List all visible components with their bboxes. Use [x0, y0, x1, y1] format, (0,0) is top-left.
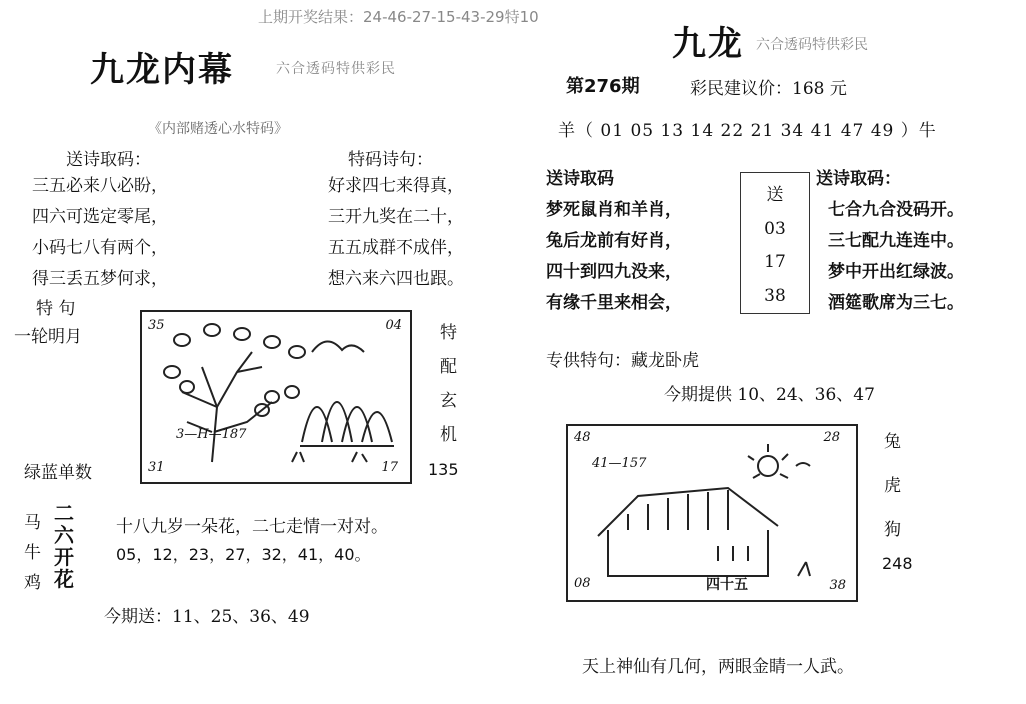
sketch-number: 41—157 — [592, 456, 647, 471]
right-poem2-lines — [828, 195, 964, 319]
flower-char: 六 — [54, 523, 74, 547]
this-issue-send: 今期送：11、25、36、49 — [104, 607, 310, 627]
color-label: 绿蓝单数 — [24, 463, 92, 483]
zodiac-char: 牛 — [24, 543, 41, 563]
tree-and-grass-sketch — [142, 312, 410, 482]
sketch-number: 17 — [381, 460, 398, 475]
poem-line: 好求四七来得真， — [328, 176, 464, 196]
poem-line: 酒筵歌席为三七。 — [828, 293, 964, 313]
zodiac-char: 狗 — [884, 520, 901, 540]
poem-line: 四六可选定零尾， — [32, 207, 168, 227]
right-sketch-box — [566, 424, 858, 602]
sketch-number: 35 — [148, 318, 165, 333]
poem-line: 五五成群不成伴， — [328, 238, 464, 258]
right-poem-lines — [546, 195, 682, 319]
last-result-label: 上期开奖结果：24-46-27-15-43-29特10 — [258, 8, 539, 26]
send-box — [740, 172, 810, 314]
flower-char: 二 — [54, 501, 74, 525]
footer-line: 天上神仙有几何，两眼金睛一人武。 — [582, 657, 854, 677]
left-subtitle: 六合透码特供彩民 — [276, 61, 396, 77]
issue-number: 第276期 — [566, 76, 640, 97]
side-char: 机 — [440, 425, 457, 445]
left-inner-note: 《内部赌透心水特码》 — [148, 121, 288, 137]
left-poem-lines — [32, 171, 168, 295]
special-poem-lines — [328, 171, 464, 295]
side-vertical-label — [440, 316, 457, 452]
number-row: 羊（ 01 05 13 14 22 21 34 41 47 49 ）牛 — [558, 121, 937, 141]
flower-char: 花 — [54, 567, 74, 591]
zodiac-number: 248 — [882, 554, 913, 573]
poem-line: 三五必来八必盼， — [32, 176, 168, 196]
poem-line: 七合九合没码开。 — [828, 200, 964, 220]
sketch-number: 48 — [574, 430, 591, 445]
poem-line: 兔后龙前有好肖， — [546, 231, 682, 251]
zodiac-char: 马 — [24, 513, 41, 533]
flower-line: 十八九岁一朵花，二七走情一对对。 — [116, 517, 388, 537]
poem-line: 三开九奖在二十， — [328, 207, 464, 227]
send-box-number: 03 — [764, 218, 786, 239]
zodiac-char: 兔 — [884, 432, 901, 452]
er-liu-kai-hua — [54, 502, 74, 590]
side-char: 玄 — [440, 391, 457, 411]
poem-line: 有缘千里来相会， — [546, 293, 682, 313]
side-char: 配 — [440, 357, 457, 377]
send-box-label: 送 — [766, 184, 784, 205]
zodiac-char: 鸡 — [24, 573, 41, 593]
special-poem-title: 特码诗句： — [348, 150, 433, 170]
sketch-caption: 四十五 — [706, 577, 748, 593]
poem-line: 四十到四九没来， — [546, 262, 682, 282]
special-phrase: 一轮明月 — [14, 327, 82, 347]
zodiac-column — [24, 508, 41, 598]
send-box-number: 17 — [764, 252, 786, 273]
sketch-number: 28 — [823, 430, 840, 445]
sketch-number: 38 — [829, 578, 846, 593]
left-sketch-box — [140, 310, 412, 484]
poem-line: 得三丢五梦何求， — [32, 269, 168, 289]
provide-line: 今期提供 10、24、36、47 — [664, 385, 875, 405]
special-label: 特 句 — [36, 299, 76, 319]
poem-line: 小码七八有两个， — [32, 238, 168, 258]
zodiac-vertical — [884, 420, 901, 552]
left-poem-title: 送诗取码： — [66, 150, 151, 170]
right-poem-title: 送诗取码 — [546, 169, 614, 189]
poem-line: 梦死鼠肖和羊肖， — [546, 200, 682, 220]
right-subtitle: 六合透码特供彩民 — [756, 37, 868, 53]
flower-numbers: 05，12，23，27，32，41，40。 — [116, 545, 371, 564]
sketch-number: 04 — [385, 318, 402, 333]
poem-line: 梦中开出红绿波。 — [828, 262, 964, 282]
left-title: 九龙内幕 — [90, 50, 234, 90]
sketch-number: 3—H—187 — [176, 427, 247, 442]
sketch-number: 31 — [148, 460, 165, 475]
poem-line: 三七配九连连中。 — [828, 231, 964, 251]
sketch-number: 08 — [574, 576, 591, 591]
send-box-number: 38 — [764, 286, 786, 307]
right-poem2-title: 送诗取码： — [816, 169, 901, 189]
flower-char: 开 — [54, 545, 74, 569]
zodiac-char: 虎 — [884, 476, 901, 496]
special-phrase-line: 专供特句：藏龙卧虎 — [546, 351, 699, 371]
color-value: 135 — [428, 460, 459, 479]
poem-line: 想六来六四也跟。 — [328, 269, 464, 289]
price-label: 彩民建议价：168 元 — [690, 79, 847, 99]
right-title: 九龙 — [672, 24, 744, 64]
side-char: 特 — [440, 323, 457, 343]
